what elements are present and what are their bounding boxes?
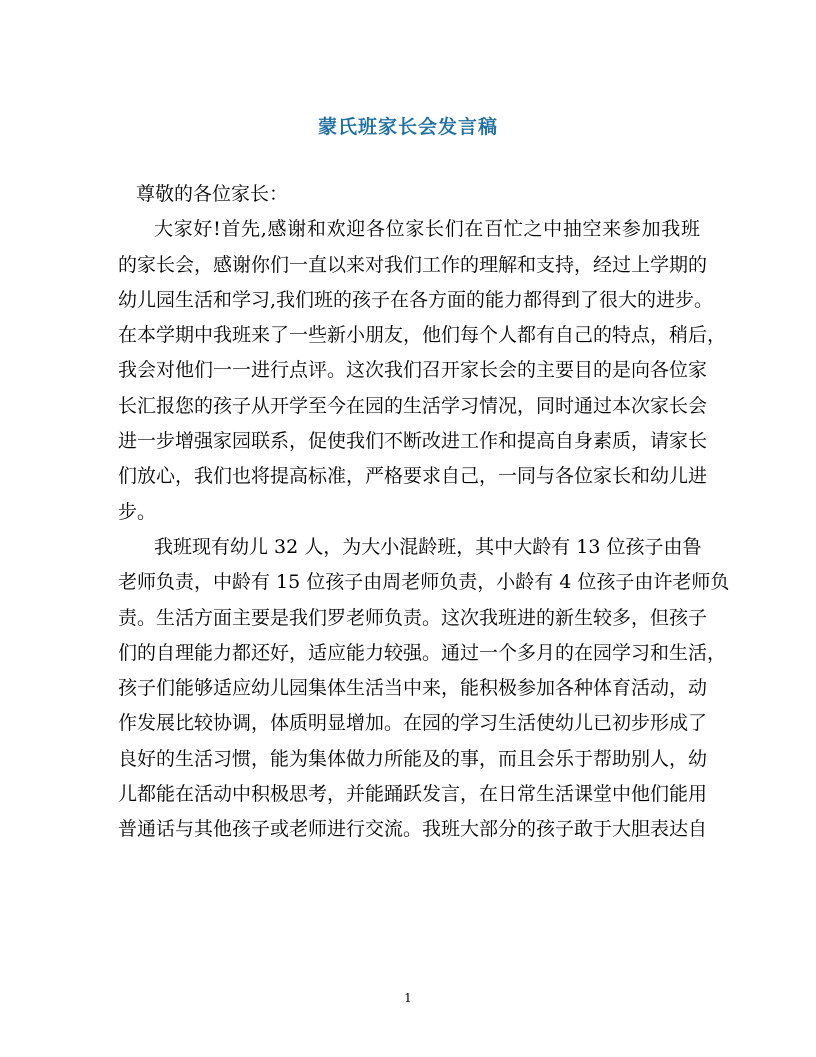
paragraph-line: 们的自理能力都还好，适应能力较强。通过一个多月的在园学习和生活， xyxy=(118,641,727,664)
paragraph-line: 孩子们能够适应幼儿园集体生活当中来，能积极参加各种体育活动，动 xyxy=(118,677,708,700)
paragraph-line: 幼儿园生活和学习,我们班的孩子在各方面的能力都得到了很大的进步。 xyxy=(118,288,714,311)
paragraph-2 xyxy=(118,530,730,848)
paragraph-line: 普通话与其他孩子或老师进行交流。我班大部分的孩子敢于大胆表达自 xyxy=(118,818,708,841)
paragraph-line: 进一步增强家园联系，促使我们不断改进工作和提高自身素质，请家长 xyxy=(118,430,708,453)
document-body xyxy=(118,177,730,848)
paragraph-line: 儿都能在活动中积极思考，并能踊跃发言，在日常生活课堂中他们能用 xyxy=(118,783,708,806)
paragraph-line: 长汇报您的孩子从开学至今在园的生活学习情况，同时通过本次家长会 xyxy=(118,394,708,417)
salutation: 尊敬的各位家长： xyxy=(136,183,289,205)
paragraph-line: 步。 xyxy=(118,500,157,523)
paragraph-line: 作发展比较协调，体质明显增加。在园的学习生活使幼儿已初步形成了 xyxy=(118,712,708,735)
paragraph-line: 们放心，我们也将提高标准，严格要求自己，一同与各位家长和幼儿进 xyxy=(118,465,708,488)
paragraph-line: 大家好!首先,感谢和欢迎各位家长们在百忙之中抽空来参加我班 xyxy=(154,218,700,241)
paragraph-line: 责。生活方面主要是我们罗老师负责。这次我班进的新生较多，但孩子 xyxy=(118,606,708,629)
paragraph-1 xyxy=(118,212,727,530)
paragraph-line: 老师负责，中龄有 15 位孩子由周老师负责，小龄有 4 位孩子由许老师负 xyxy=(118,571,730,594)
paragraph-line: 的家长会，感谢你们一直以来对我们工作的理解和支持，经过上学期的 xyxy=(118,253,708,276)
paragraph-line: 在本学期中我班来了一些新小朋友，他们每个人都有自己的特点，稍后， xyxy=(118,324,727,347)
paragraph-line: 我会对他们一一进行点评。这次我们召开家长会的主要目的是向各位家 xyxy=(118,359,708,382)
paragraph-line: 我班现有幼儿 32 人，为大小混龄班，其中大龄有 13 位孩子由鲁 xyxy=(154,535,702,558)
page-number: 1 xyxy=(404,991,412,1005)
paragraph-line: 良好的生活习惯，能为集体做力所能及的事，而且会乐于帮助别人，幼 xyxy=(118,747,708,770)
document-title: 蒙氏班家长会发言稿 xyxy=(317,116,498,138)
